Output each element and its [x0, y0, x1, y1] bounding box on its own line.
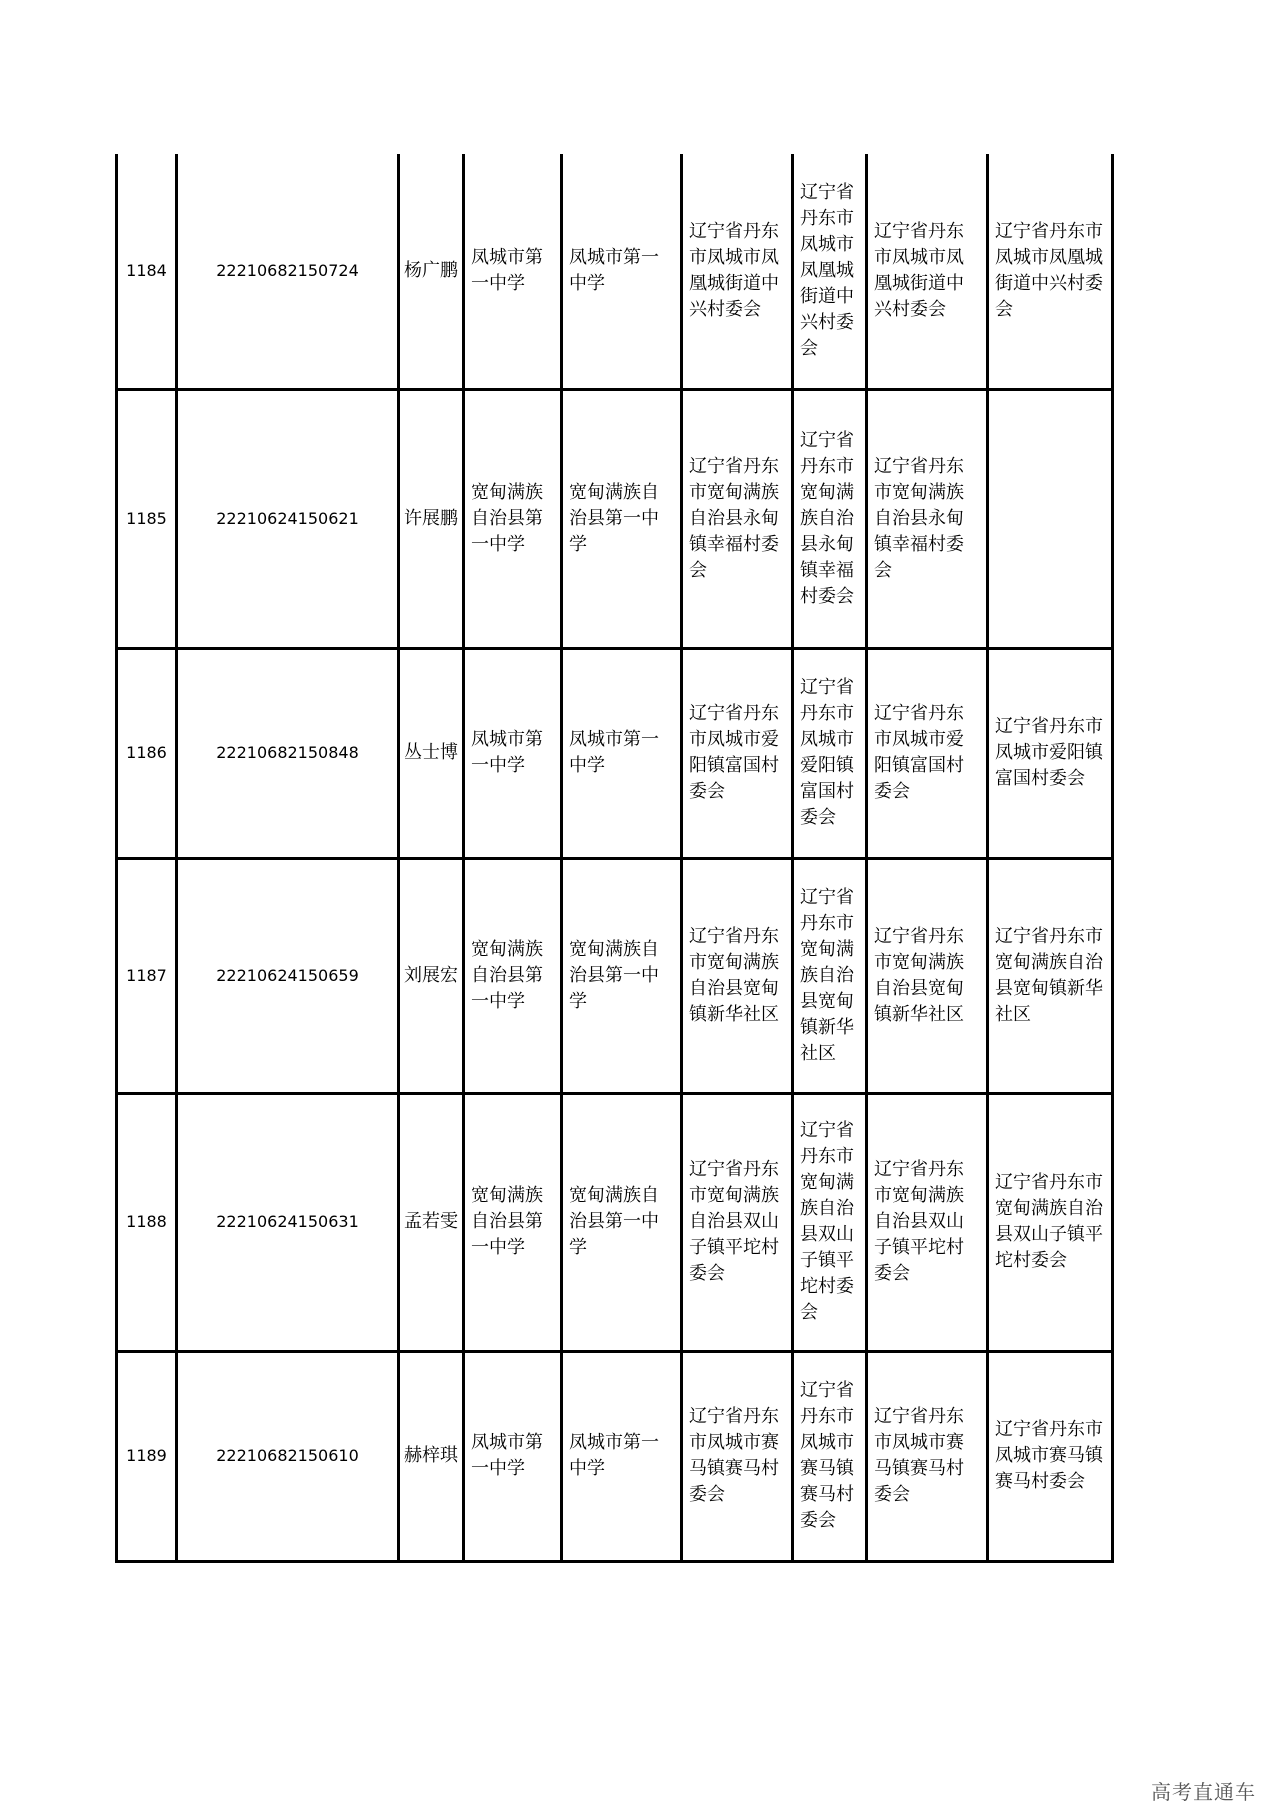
address-cell-1: 辽宁省丹东市宽甸满族自治县双山子镇平坨村委会: [682, 1093, 793, 1351]
address-cell-3: 辽宁省丹东市凤城市凤凰城街道中兴村委会: [867, 154, 988, 389]
address-cell-3: 辽宁省丹东市凤城市爱阳镇富国村委会: [867, 648, 988, 858]
table-row: [117, 389, 1113, 648]
school-cell: 凤城市第一中学: [464, 648, 562, 858]
address-cell-3: 辽宁省丹东市宽甸满族自治县宽甸镇新华社区: [867, 858, 988, 1093]
address-cell-4: 辽宁省丹东市宽甸满族自治县双山子镇平坨村委会: [988, 1093, 1113, 1351]
student-name-cell: 赫梓琪: [399, 1351, 464, 1561]
table-row: [117, 648, 1113, 858]
student-name-cell: 刘展宏: [399, 858, 464, 1093]
address-cell-1: 辽宁省丹东市宽甸满族自治县永甸镇幸福村委会: [682, 389, 793, 648]
address-cell-4: 辽宁省丹东市凤城市爱阳镇富国村委会: [988, 648, 1113, 858]
serial-number-cell: 1187: [117, 858, 177, 1093]
exam-id-cell: 22210624150621: [177, 389, 399, 648]
table-row: [117, 1351, 1113, 1561]
address-cell-2: 辽宁省丹东市凤城市凤凰城街道中兴村委会: [793, 154, 867, 389]
serial-number-cell: 1184: [117, 154, 177, 389]
address-cell-2: 辽宁省丹东市凤城市爱阳镇富国村委会: [793, 648, 867, 858]
serial-number-cell: 1188: [117, 1093, 177, 1351]
school-cell-2: 宽甸满族自治县第一中学: [562, 389, 682, 648]
address-cell-1: 辽宁省丹东市凤城市凤凰城街道中兴村委会: [682, 154, 793, 389]
serial-number-cell: 1189: [117, 1351, 177, 1561]
watermark-text: 高考直通车: [1151, 1780, 1256, 1804]
address-cell-4: [988, 389, 1113, 648]
table-row: [117, 1093, 1113, 1351]
school-cell-2: 凤城市第一中学: [562, 154, 682, 389]
address-cell-3: 辽宁省丹东市凤城市赛马镇赛马村委会: [867, 1351, 988, 1561]
address-cell-3: 辽宁省丹东市宽甸满族自治县双山子镇平坨村委会: [867, 1093, 988, 1351]
exam-id-cell: 22210624150631: [177, 1093, 399, 1351]
address-cell-2: 辽宁省丹东市宽甸满族自治县宽甸镇新华社区: [793, 858, 867, 1093]
address-cell-2: 辽宁省丹东市宽甸满族自治县永甸镇幸福村委会: [793, 389, 867, 648]
exam-id-cell: 22210624150659: [177, 858, 399, 1093]
exam-id-cell: 22210682150724: [177, 154, 399, 389]
school-cell-2: 凤城市第一中学: [562, 648, 682, 858]
student-name-cell: 孟若雯: [399, 1093, 464, 1351]
exam-id-cell: 22210682150610: [177, 1351, 399, 1561]
address-cell-4: 辽宁省丹东市凤城市赛马镇赛马村委会: [988, 1351, 1113, 1561]
address-cell-1: 辽宁省丹东市凤城市爱阳镇富国村委会: [682, 648, 793, 858]
school-cell: 凤城市第一中学: [464, 154, 562, 389]
student-name-cell: 许展鹏: [399, 389, 464, 648]
address-cell-3: 辽宁省丹东市宽甸满族自治县永甸镇幸福村委会: [867, 389, 988, 648]
serial-number-cell: 1186: [117, 648, 177, 858]
student-table: [115, 154, 1114, 1563]
school-cell-2: 宽甸满族自治县第一中学: [562, 1093, 682, 1351]
school-cell: 凤城市第一中学: [464, 1351, 562, 1561]
exam-id-cell: 22210682150848: [177, 648, 399, 858]
school-cell-2: 凤城市第一中学: [562, 1351, 682, 1561]
school-cell: 宽甸满族自治县第一中学: [464, 858, 562, 1093]
table-row: [117, 154, 1113, 389]
address-cell-1: 辽宁省丹东市宽甸满族自治县宽甸镇新华社区: [682, 858, 793, 1093]
table-row: [117, 858, 1113, 1093]
school-cell: 宽甸满族自治县第一中学: [464, 389, 562, 648]
address-cell-2: 辽宁省丹东市宽甸满族自治县双山子镇平坨村委会: [793, 1093, 867, 1351]
school-cell-2: 宽甸满族自治县第一中学: [562, 858, 682, 1093]
address-cell-4: 辽宁省丹东市宽甸满族自治县宽甸镇新华社区: [988, 858, 1113, 1093]
serial-number-cell: 1185: [117, 389, 177, 648]
address-cell-4: 辽宁省丹东市凤城市凤凰城街道中兴村委会: [988, 154, 1113, 389]
address-cell-1: 辽宁省丹东市凤城市赛马镇赛马村委会: [682, 1351, 793, 1561]
student-name-cell: 丛士博: [399, 648, 464, 858]
school-cell: 宽甸满族自治县第一中学: [464, 1093, 562, 1351]
address-cell-2: 辽宁省丹东市凤城市赛马镇赛马村委会: [793, 1351, 867, 1561]
student-name-cell: 杨广鹏: [399, 154, 464, 389]
